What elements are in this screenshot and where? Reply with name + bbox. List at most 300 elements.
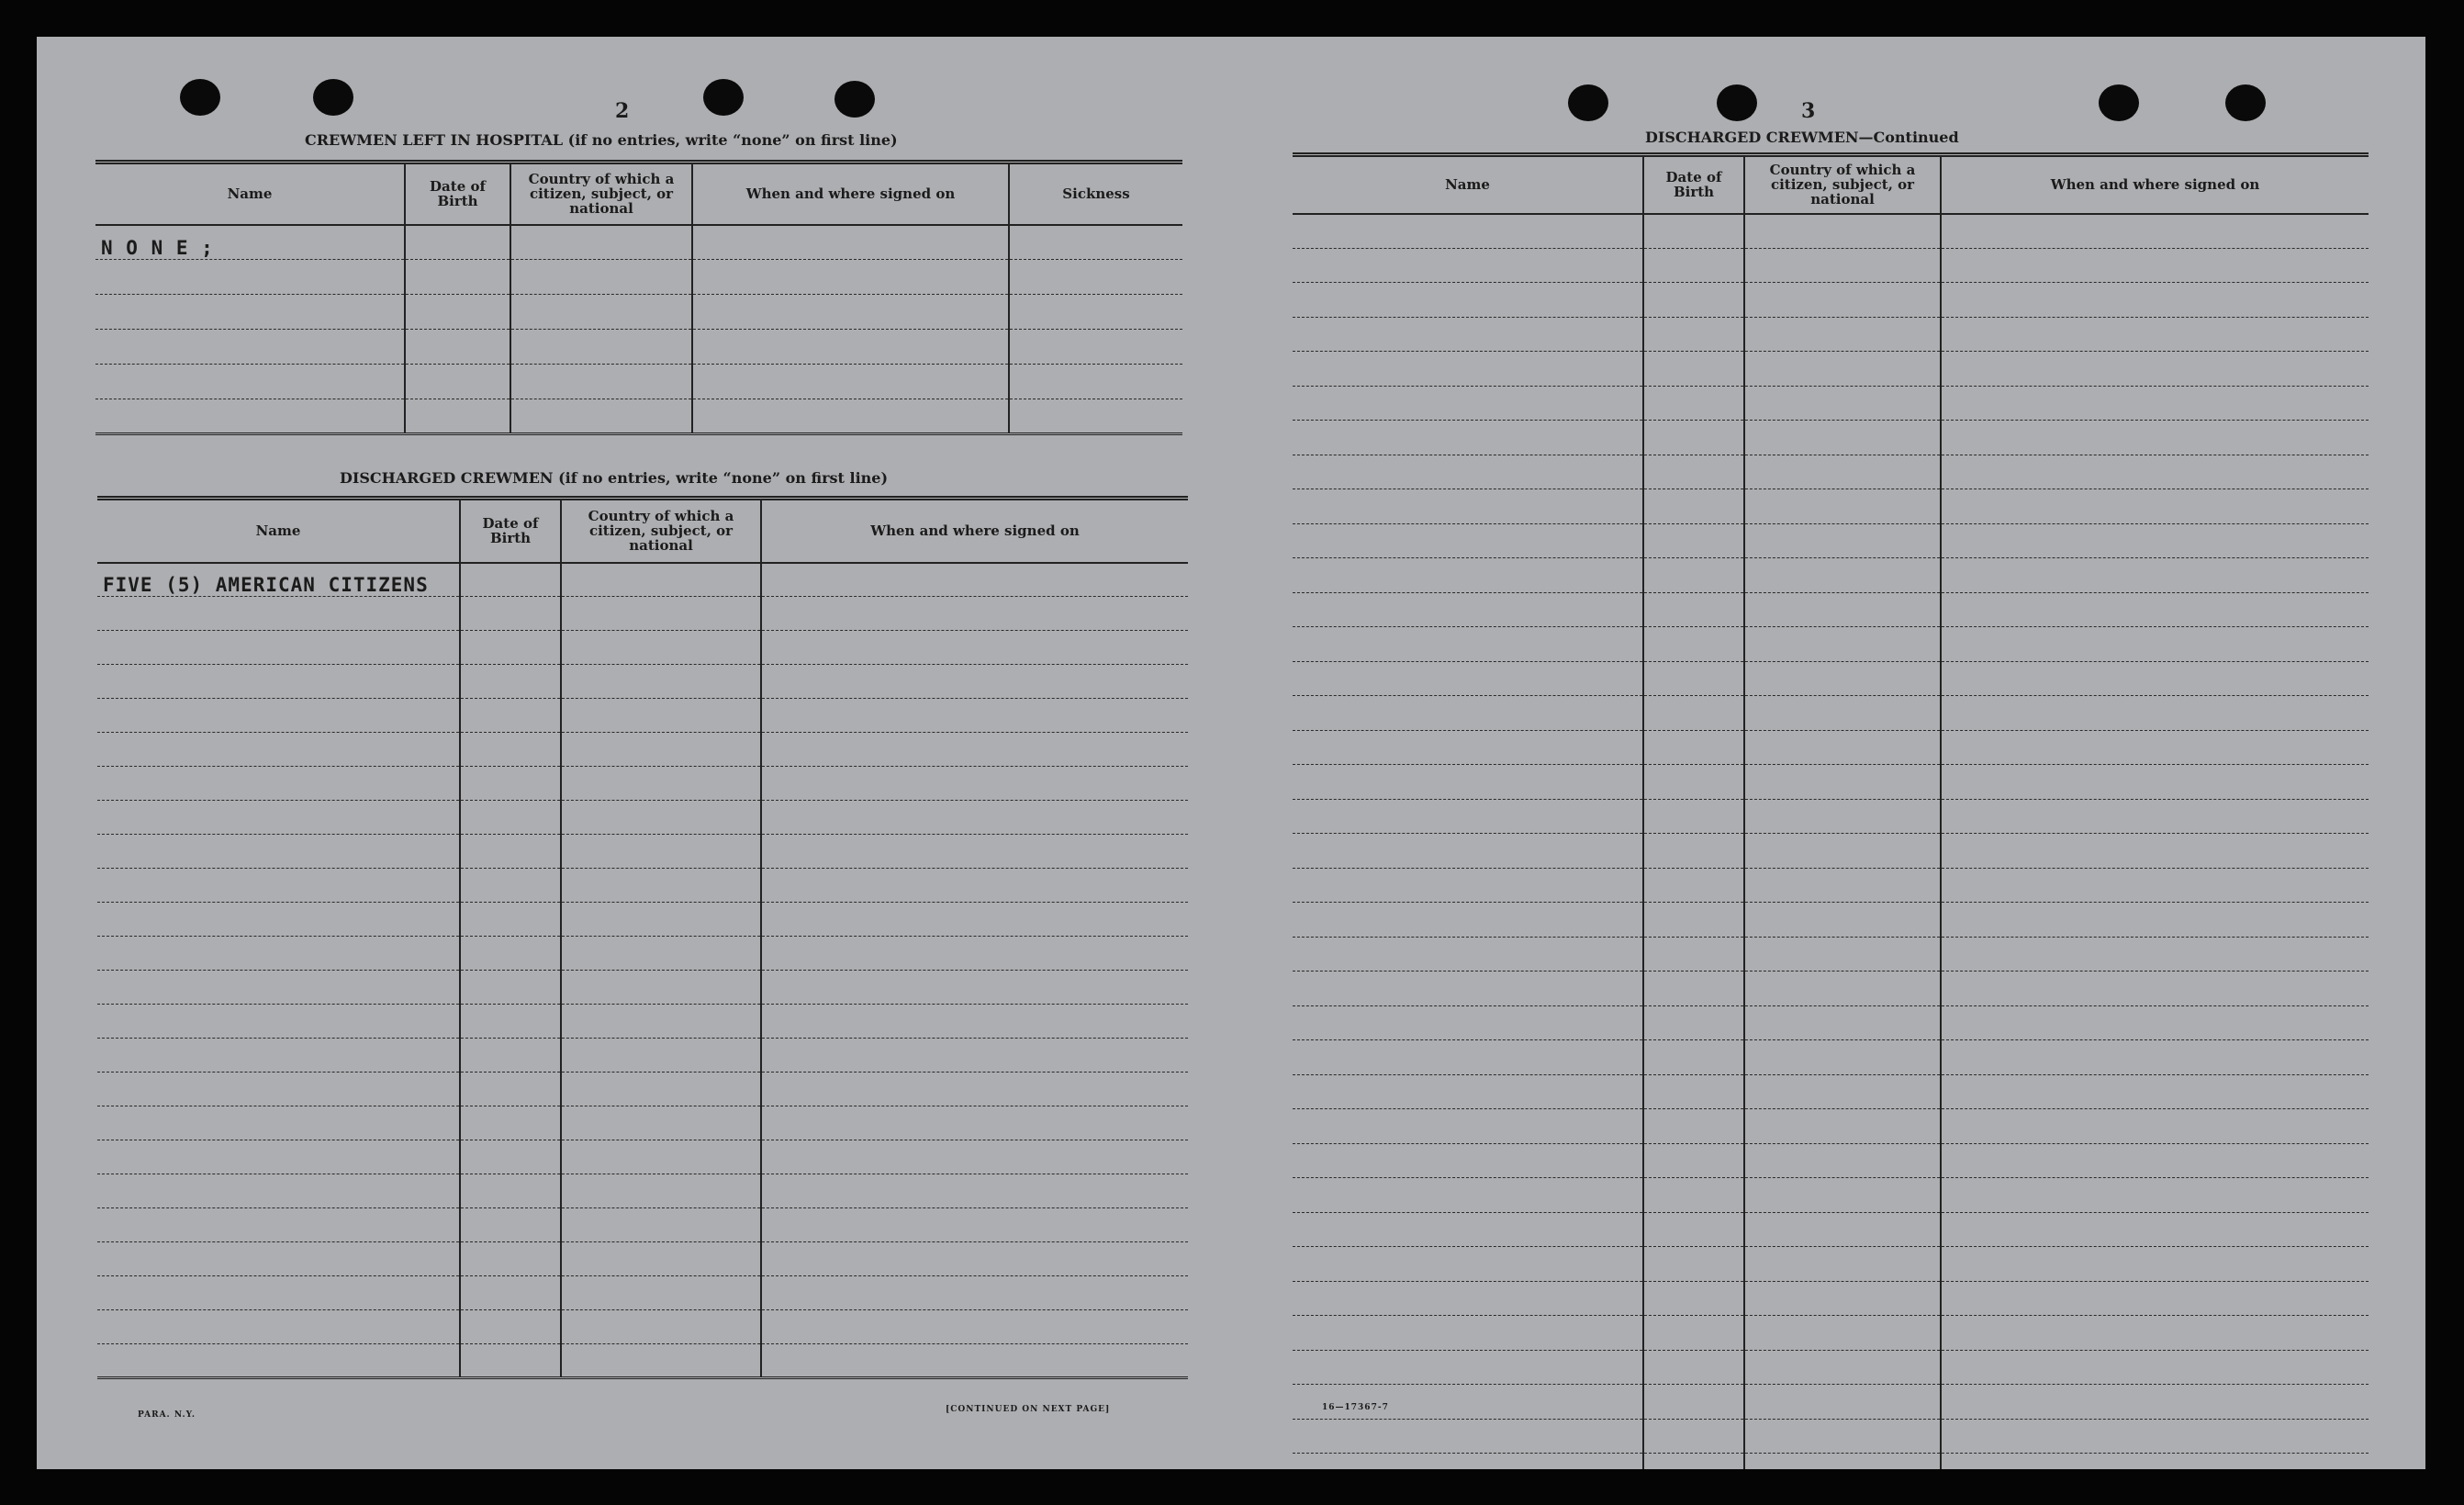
table-row xyxy=(97,767,1188,801)
table-cell xyxy=(460,699,561,733)
table-cell xyxy=(95,330,405,365)
table-cell xyxy=(1643,1074,1744,1109)
table-row xyxy=(1293,421,2369,455)
table-row xyxy=(1293,868,2369,903)
table-cell xyxy=(405,260,510,295)
table-cell xyxy=(1941,696,2369,731)
table-cell xyxy=(1941,1040,2369,1075)
table-cell xyxy=(1744,1040,1941,1075)
table-row xyxy=(97,937,1188,971)
table-cell xyxy=(1643,799,1744,834)
table-cell xyxy=(1293,523,1643,558)
discharged-column-header: Country of which a citizen, subject, or national xyxy=(561,499,761,563)
table-cell xyxy=(1744,1178,1941,1213)
table-cell xyxy=(1941,1350,2369,1385)
table-row xyxy=(1293,1419,2369,1454)
table-row xyxy=(1293,455,2369,489)
table-cell xyxy=(692,295,1009,330)
table-cell xyxy=(460,665,561,699)
table-cell xyxy=(460,903,561,937)
table-cell xyxy=(1744,661,1941,696)
table-cell xyxy=(1941,1316,2369,1351)
table-cell xyxy=(460,1242,561,1276)
table-cell: N O N E ; xyxy=(95,225,405,260)
table-cell xyxy=(561,665,761,699)
table-cell xyxy=(1643,283,1744,318)
punch-hole xyxy=(1717,84,1757,121)
table-cell xyxy=(1744,1419,1941,1454)
table-row xyxy=(97,1174,1188,1208)
table-row xyxy=(97,1310,1188,1344)
table-cell xyxy=(405,225,510,260)
table-cell xyxy=(460,733,561,767)
discharged-header-row xyxy=(97,499,1188,563)
table-cell xyxy=(1293,1143,1643,1178)
table-row xyxy=(1293,1350,2369,1385)
table-cell xyxy=(1293,317,1643,352)
continued-header-row xyxy=(1293,155,2369,214)
table-cell xyxy=(1643,834,1744,869)
discharged-column-header: Name xyxy=(97,499,460,563)
table-cell xyxy=(1643,592,1744,627)
table-cell xyxy=(1009,260,1182,295)
table-cell xyxy=(561,1106,761,1140)
table-cell xyxy=(405,295,510,330)
table-cell xyxy=(1744,523,1941,558)
table-row xyxy=(1293,1316,2369,1351)
table-cell xyxy=(97,1140,460,1174)
table-row xyxy=(1293,730,2369,765)
table-cell xyxy=(97,1005,460,1039)
table-cell xyxy=(1293,972,1643,1006)
table-cell xyxy=(1293,1281,1643,1316)
table-cell xyxy=(1941,1109,2369,1144)
table-cell xyxy=(1744,283,1941,318)
table-row xyxy=(97,1242,1188,1276)
table-cell xyxy=(561,1208,761,1242)
table-cell xyxy=(1643,696,1744,731)
table-cell xyxy=(1643,421,1744,455)
table-cell xyxy=(460,597,561,631)
page-number-right: 3 xyxy=(1801,99,1816,123)
table-cell xyxy=(761,563,1188,597)
table-cell xyxy=(1643,868,1744,903)
table-cell xyxy=(761,1276,1188,1310)
punch-hole xyxy=(2225,84,2266,121)
table-cell xyxy=(510,330,692,365)
table-cell xyxy=(1941,903,2369,938)
table-cell xyxy=(1643,1109,1744,1144)
table-cell xyxy=(761,869,1188,903)
table-cell xyxy=(1941,248,2369,283)
table-row xyxy=(1293,1247,2369,1282)
table-cell xyxy=(561,1140,761,1174)
table-cell xyxy=(1744,592,1941,627)
table-cell xyxy=(1941,868,2369,903)
table-cell xyxy=(1293,903,1643,938)
table-cell xyxy=(1643,386,1744,421)
table-cell xyxy=(1643,661,1744,696)
table-cell xyxy=(460,1005,561,1039)
table-row xyxy=(97,1344,1188,1378)
table-cell xyxy=(1744,317,1941,352)
table-cell xyxy=(460,1039,561,1073)
table-row xyxy=(1293,903,2369,938)
table-row xyxy=(97,1005,1188,1039)
document-sheet xyxy=(37,37,2425,1469)
table-cell xyxy=(561,1242,761,1276)
table-cell xyxy=(761,1039,1188,1073)
table-cell xyxy=(561,835,761,869)
discharged-column-header: Date of Birth xyxy=(460,499,561,563)
table-row xyxy=(1293,937,2369,972)
table-cell xyxy=(97,767,460,801)
table-row xyxy=(1293,352,2369,387)
table-row xyxy=(1293,627,2369,662)
table-cell xyxy=(1643,317,1744,352)
table-cell xyxy=(1643,489,1744,524)
table-cell xyxy=(1643,1419,1744,1454)
table-cell xyxy=(510,295,692,330)
table-row xyxy=(97,631,1188,665)
table-row xyxy=(97,597,1188,631)
table-cell xyxy=(761,1106,1188,1140)
table-cell xyxy=(1941,1385,2369,1420)
table-cell xyxy=(561,1276,761,1310)
table-cell xyxy=(1941,421,2369,455)
hospital-column-header: Name xyxy=(95,163,405,225)
table-cell xyxy=(561,971,761,1005)
discharged-table xyxy=(97,496,1188,1379)
table-cell xyxy=(460,801,561,835)
table-row xyxy=(1293,592,2369,627)
table-cell xyxy=(510,260,692,295)
table-cell xyxy=(1293,730,1643,765)
hospital-column-header: When and where signed on xyxy=(692,163,1009,225)
table-cell xyxy=(1941,765,2369,800)
table-cell xyxy=(1293,248,1643,283)
table-cell xyxy=(1293,1212,1643,1247)
table-cell xyxy=(1009,330,1182,365)
table-cell xyxy=(97,733,460,767)
table-row xyxy=(97,1140,1188,1174)
discharged-column-header: When and where signed on xyxy=(761,499,1188,563)
table-cell xyxy=(1643,627,1744,662)
table-cell xyxy=(460,1073,561,1106)
table-cell xyxy=(1941,972,2369,1006)
table-cell xyxy=(1744,352,1941,387)
table-cell xyxy=(1941,1178,2369,1213)
table-cell xyxy=(1293,421,1643,455)
table-row xyxy=(1293,317,2369,352)
table-cell xyxy=(1744,696,1941,731)
table-cell xyxy=(1643,455,1744,489)
table-cell xyxy=(1293,1178,1643,1213)
table-cell xyxy=(95,365,405,399)
table-cell xyxy=(460,1310,561,1344)
continued-column-header: Name xyxy=(1293,155,1643,214)
table-cell: FIVE (5) AMERICAN CITIZENS xyxy=(97,563,460,597)
continued-column-header: Date of Birth xyxy=(1643,155,1744,214)
table-cell xyxy=(1941,592,2369,627)
table-cell xyxy=(761,971,1188,1005)
table-row xyxy=(1293,283,2369,318)
table-cell xyxy=(1941,317,2369,352)
table-cell xyxy=(460,1276,561,1310)
table-row xyxy=(97,699,1188,733)
table-cell xyxy=(460,869,561,903)
table-row xyxy=(1293,214,2369,249)
table-cell xyxy=(1293,661,1643,696)
table-row xyxy=(1293,696,2369,731)
table-cell xyxy=(561,869,761,903)
table-cell xyxy=(1941,799,2369,834)
table-row xyxy=(97,1208,1188,1242)
table-row xyxy=(1293,523,2369,558)
table-cell xyxy=(97,631,460,665)
table-cell xyxy=(1744,421,1941,455)
table-cell xyxy=(1941,352,2369,387)
table-cell xyxy=(405,399,510,434)
table-cell xyxy=(1643,1247,1744,1282)
table-cell xyxy=(1643,1212,1744,1247)
table-cell xyxy=(561,563,761,597)
table-cell xyxy=(1293,489,1643,524)
table-cell xyxy=(1744,1109,1941,1144)
table-cell xyxy=(561,1344,761,1378)
table-cell xyxy=(1941,1419,2369,1454)
table-cell xyxy=(1293,765,1643,800)
hospital-table xyxy=(95,160,1182,435)
table-cell xyxy=(1941,834,2369,869)
table-cell xyxy=(97,1344,460,1378)
punch-hole xyxy=(180,79,220,116)
table-cell xyxy=(561,1005,761,1039)
form-code: 16—17367-7 xyxy=(1322,1403,1389,1412)
table-cell xyxy=(1744,248,1941,283)
table-cell xyxy=(95,399,405,434)
punch-hole xyxy=(703,79,744,116)
table-cell xyxy=(1293,834,1643,869)
table-row xyxy=(95,225,1182,260)
table-cell xyxy=(1643,765,1744,800)
table-cell xyxy=(1744,765,1941,800)
table-row xyxy=(95,330,1182,365)
table-row xyxy=(97,971,1188,1005)
punch-hole xyxy=(313,79,353,116)
table-row xyxy=(1293,1212,2369,1247)
table-cell xyxy=(1293,1350,1643,1385)
table-cell xyxy=(1009,399,1182,434)
table-cell xyxy=(97,903,460,937)
table-cell xyxy=(1293,1419,1643,1454)
page-number-left: 2 xyxy=(615,99,630,123)
table-cell xyxy=(561,1310,761,1344)
table-row xyxy=(1293,1178,2369,1213)
table-cell xyxy=(1293,1316,1643,1351)
table-cell xyxy=(460,971,561,1005)
table-cell xyxy=(1744,627,1941,662)
table-row xyxy=(95,365,1182,399)
table-cell xyxy=(1941,283,2369,318)
table-row xyxy=(1293,1074,2369,1109)
table-cell xyxy=(1009,365,1182,399)
table-cell xyxy=(1293,696,1643,731)
table-cell xyxy=(761,699,1188,733)
table-cell xyxy=(460,1106,561,1140)
table-row xyxy=(1293,834,2369,869)
table-row xyxy=(97,1106,1188,1140)
punch-hole xyxy=(2099,84,2139,121)
discharged-continued-title: DISCHARGED CREWMEN—Continued xyxy=(1645,129,1959,146)
table-row xyxy=(1293,1040,2369,1075)
table-cell xyxy=(761,1242,1188,1276)
table-cell xyxy=(1941,455,2369,489)
table-row xyxy=(1293,489,2369,524)
table-cell xyxy=(1941,523,2369,558)
table-cell xyxy=(761,767,1188,801)
table-cell xyxy=(1744,455,1941,489)
table-cell xyxy=(1941,214,2369,249)
table-row xyxy=(97,665,1188,699)
table-row xyxy=(97,563,1188,597)
table-cell xyxy=(1941,730,2369,765)
table-cell xyxy=(405,330,510,365)
table-cell xyxy=(1643,972,1744,1006)
table-cell xyxy=(1293,799,1643,834)
table-cell xyxy=(1009,225,1182,260)
table-cell xyxy=(761,1208,1188,1242)
table-cell xyxy=(97,665,460,699)
table-cell xyxy=(510,365,692,399)
table-cell xyxy=(692,330,1009,365)
table-cell xyxy=(97,835,460,869)
table-cell xyxy=(1643,730,1744,765)
table-cell xyxy=(1009,295,1182,330)
table-cell xyxy=(1293,868,1643,903)
table-cell xyxy=(1293,1454,1643,1470)
table-row xyxy=(95,260,1182,295)
table-cell xyxy=(405,365,510,399)
continued-table-body xyxy=(1293,214,2369,1470)
table-cell xyxy=(561,1039,761,1073)
table-cell xyxy=(561,903,761,937)
table-cell xyxy=(1941,1454,2369,1470)
table-cell xyxy=(692,260,1009,295)
table-cell xyxy=(97,1276,460,1310)
table-cell xyxy=(1643,1316,1744,1351)
table-cell xyxy=(761,1005,1188,1039)
table-cell xyxy=(761,665,1188,699)
table-cell xyxy=(1744,386,1941,421)
table-cell xyxy=(1643,1143,1744,1178)
table-cell xyxy=(1293,283,1643,318)
table-row xyxy=(1293,1385,2369,1420)
table-row xyxy=(1293,558,2369,593)
table-cell xyxy=(97,1106,460,1140)
table-cell xyxy=(1744,1143,1941,1178)
table-cell xyxy=(561,699,761,733)
table-cell xyxy=(1744,799,1941,834)
table-cell xyxy=(1941,489,2369,524)
hospital-header-row xyxy=(95,163,1182,225)
table-cell xyxy=(1293,1005,1643,1040)
continued-column-header: Country of which a citizen, subject, or national xyxy=(1744,155,1941,214)
table-cell xyxy=(1941,558,2369,593)
table-cell xyxy=(1293,1074,1643,1109)
table-cell xyxy=(1643,523,1744,558)
table-row xyxy=(1293,972,2369,1006)
table-cell xyxy=(460,1344,561,1378)
table-cell xyxy=(97,1310,460,1344)
table-row xyxy=(1293,1454,2369,1470)
table-cell xyxy=(1941,1281,2369,1316)
table-cell xyxy=(1744,730,1941,765)
table-cell xyxy=(510,225,692,260)
table-cell xyxy=(460,835,561,869)
table-cell xyxy=(1293,214,1643,249)
table-cell xyxy=(1941,1247,2369,1282)
punch-hole xyxy=(1568,84,1608,121)
table-cell xyxy=(97,1039,460,1073)
table-cell xyxy=(1744,834,1941,869)
table-cell xyxy=(1643,1178,1744,1213)
table-cell xyxy=(460,937,561,971)
table-row xyxy=(97,835,1188,869)
table-cell xyxy=(1643,248,1744,283)
table-cell xyxy=(460,563,561,597)
table-cell xyxy=(761,1310,1188,1344)
table-cell xyxy=(561,937,761,971)
table-cell xyxy=(1941,937,2369,972)
hospital-column-header: Date of Birth xyxy=(405,163,510,225)
table-cell xyxy=(1941,1074,2369,1109)
table-cell xyxy=(97,597,460,631)
table-cell xyxy=(1293,627,1643,662)
table-cell xyxy=(95,295,405,330)
discharged-section-title: DISCHARGED CREWMEN (if no entries, write “none” on first line) xyxy=(340,469,889,487)
table-cell xyxy=(561,1073,761,1106)
table-cell xyxy=(1744,1074,1941,1109)
table-row xyxy=(97,1276,1188,1310)
table-cell xyxy=(1744,1281,1941,1316)
table-cell xyxy=(1643,1005,1744,1040)
punch-hole xyxy=(834,81,875,118)
table-cell xyxy=(761,1174,1188,1208)
table-cell xyxy=(1293,352,1643,387)
table-cell xyxy=(1744,903,1941,938)
table-cell xyxy=(1293,1247,1643,1282)
table-row xyxy=(97,1039,1188,1073)
table-cell xyxy=(561,597,761,631)
table-cell xyxy=(97,971,460,1005)
table-cell xyxy=(460,631,561,665)
table-cell xyxy=(1643,1350,1744,1385)
table-cell xyxy=(1293,592,1643,627)
table-cell xyxy=(97,1208,460,1242)
table-row xyxy=(97,869,1188,903)
table-row xyxy=(97,801,1188,835)
table-cell xyxy=(97,937,460,971)
table-cell xyxy=(692,365,1009,399)
table-cell xyxy=(1744,1005,1941,1040)
table-cell xyxy=(460,1174,561,1208)
table-row xyxy=(97,1073,1188,1106)
table-cell xyxy=(1643,903,1744,938)
table-cell xyxy=(1643,1040,1744,1075)
table-cell xyxy=(1744,1316,1941,1351)
table-cell xyxy=(1643,352,1744,387)
